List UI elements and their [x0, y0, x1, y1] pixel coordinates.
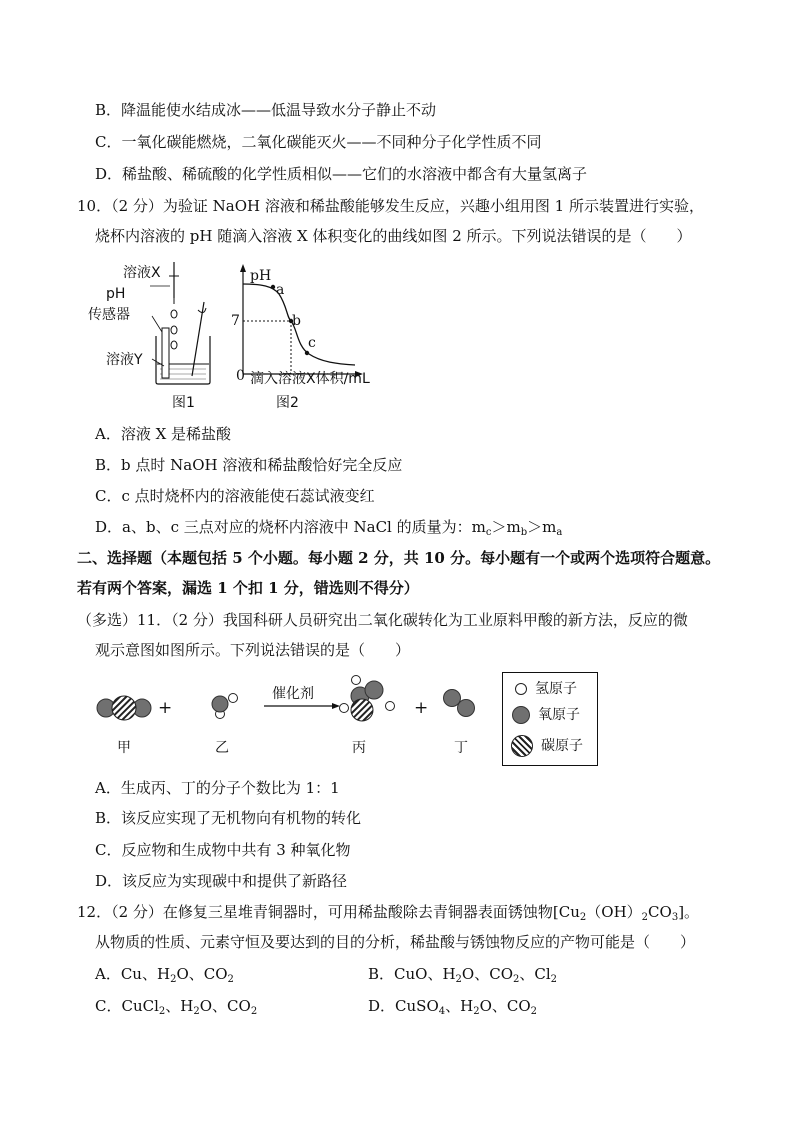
q11-option-d: D．该反应为实现碳中和提供了新路径	[95, 872, 348, 890]
q12-b-s3: 2	[550, 974, 558, 985]
q11-option-a: A．生成丙、丁的分子个数比为 1：1	[95, 779, 340, 797]
section2-header-line1: 二、选择题（本题包括 5 个小题。每小题 2 分，共 10 分。每小题有一个或两个选项符合题意。	[77, 549, 721, 567]
q12-stem-line1	[77, 902, 699, 922]
q12-d-p3: O、CO	[479, 997, 531, 1015]
q12-c-p1: C．CuCl	[95, 997, 159, 1015]
legend-carbon	[511, 735, 583, 755]
fig2-ph7-label: 7	[231, 313, 240, 329]
legend-oxygen-label: 氧原子	[538, 707, 580, 723]
q11-stem-line2: 观示意图如图所示。下列说法错误的是（ ）	[95, 641, 411, 659]
q12-d-p1: D．CuSO	[368, 997, 439, 1015]
q12-option-c	[95, 996, 257, 1016]
q12-stem-b: （OH）	[586, 903, 642, 921]
q12-a-p1: A．Cu、H	[95, 965, 171, 983]
plus-sign-left: +	[158, 698, 173, 718]
section2-header-line2: 若有两个答案，漏选 1 个扣 1 分，错选则不得分）	[77, 579, 419, 597]
point-c	[305, 351, 309, 355]
oxygen-atom-icon	[512, 706, 530, 724]
atom-legend	[502, 672, 598, 766]
q12-c-p3: O、CO	[199, 997, 251, 1015]
q12-d-s2: 2	[473, 1006, 480, 1017]
q10-d-gt2: ＞m	[527, 518, 557, 536]
label-jia: 甲	[117, 740, 131, 756]
q12-d-s3: 2	[530, 1006, 538, 1017]
hydrogen-atom-icon	[515, 683, 527, 695]
q10-d-sub-a: a	[556, 527, 563, 538]
q10-option-b: B．b 点时 NaOH 溶液和稀盐酸恰好完全反应	[95, 456, 403, 474]
q12-b-s2: 2	[513, 974, 520, 985]
q12-option-b	[368, 964, 557, 984]
q9-option-d: D．稀盐酸、稀硫酸的化学性质相似——它们的水溶液中都含有大量氢离子	[95, 165, 588, 183]
fig1-label-solution-y: 溶液Y	[106, 352, 143, 368]
q10-option-c: C．c 点时烧杯内的溶液能使石蕊试液变红	[95, 487, 375, 505]
plus-sign-right: +	[414, 698, 429, 718]
q12-stem-a: 12．（2 分）在修复三星堆青铜器时，可用稀盐酸除去青铜器表面锈蚀物[Cu	[77, 903, 580, 921]
legend-oxygen	[511, 705, 580, 725]
q10-stem-line2: 烧杯内溶液的 pH 随滴入溶液 X 体积变化的曲线如图 2 所示。下列说法错误的是（ ）	[95, 227, 692, 245]
fig2-ylabel: pH	[250, 268, 272, 284]
q9-option-c: C．一氧化碳能燃烧，二氧化碳能灭火——不同种分子化学性质不同	[95, 133, 542, 151]
legend-hydrogen	[511, 679, 577, 699]
q12-c-p2: 、H	[165, 997, 194, 1015]
q12-a-s1: 2	[170, 974, 177, 985]
q12-option-a	[95, 964, 234, 984]
fig2-caption: 图2	[276, 395, 299, 411]
q10-d-sub-b: b	[520, 527, 528, 538]
molecule-jia-co2	[97, 696, 151, 720]
q12-b-p1: B．CuO、H	[368, 965, 456, 983]
molecule-ding-o2	[444, 690, 475, 717]
q11-stem-line1: （多选）11．（2 分）我国科研人员研究出二氧化碳转化为工业原料甲酸的新方法，反应的微	[77, 611, 688, 629]
molecule-bing-hcooh	[340, 676, 395, 722]
fig1-label-ph: pH	[106, 286, 126, 302]
q10-option-a: A．溶液 X 是稀盐酸	[95, 425, 232, 443]
q10-figure1-apparatus	[100, 258, 225, 413]
q12-c-s3: 2	[250, 1006, 258, 1017]
fig2-origin-label: 0	[236, 368, 245, 384]
q12-stem-d: ]。	[678, 903, 700, 921]
q12-d-p2: 、H	[445, 997, 474, 1015]
q12-a-s2: 2	[227, 974, 234, 985]
fig2-point-c-label: c	[308, 335, 316, 351]
q12-d-s1: 4	[438, 1006, 446, 1017]
q9-option-b: B．降温能使水结成冰——低温导致水分子静止不动	[95, 101, 437, 119]
catalyst-label: 催化剂	[272, 686, 314, 702]
carbon-atom-icon	[511, 735, 533, 757]
q12-c-s2: 2	[193, 1006, 200, 1017]
point-a	[271, 285, 275, 289]
label-ding: 丁	[454, 740, 468, 756]
legend-carbon-label: 碳原子	[541, 738, 583, 754]
legend-hydrogen-label: 氢原子	[535, 681, 577, 697]
q10-d-sub-c: c	[485, 527, 492, 538]
q12-c-s1: 2	[158, 1006, 166, 1017]
molecule-yi-h2o	[212, 694, 238, 719]
q12-stem-c: CO	[648, 903, 672, 921]
q10-d-prefix: D．a、b、c 三点对应的烧杯内溶液中 NaCl 的质量为：m	[95, 518, 486, 536]
fig2-point-a-label: a	[276, 282, 285, 298]
q12-sub-co3: 3	[671, 912, 679, 923]
fig1-label-sensor: 传感器	[88, 307, 130, 323]
q12-b-p3: 、Cl	[519, 965, 551, 983]
q12-stem-line2: 从物质的性质、元素守恒及要达到的目的分析，稀盐酸与锈蚀物反应的产物可能是（ ）	[95, 933, 696, 951]
q10-option-d	[95, 517, 562, 537]
q12-sub-cu: 2	[579, 912, 587, 923]
fig1-caption: 图1	[172, 395, 195, 411]
q11-option-b: B．该反应实现了无机物向有机物的转化	[95, 809, 362, 827]
fig2-point-b-label: b	[292, 313, 301, 329]
q12-b-s1: 2	[455, 974, 462, 985]
label-bing: 丙	[352, 740, 366, 756]
q12-b-p2: O、CO	[461, 965, 513, 983]
q12-sub-oh: 2	[641, 912, 649, 923]
q11-option-c: C．反应物和生成物中共有 3 种氧化物	[95, 841, 351, 859]
q12-a-p2: O、CO	[176, 965, 228, 983]
q12-option-d	[368, 996, 537, 1016]
fig1-label-solution-x: 溶液X	[123, 265, 161, 281]
q10-d-gt1: ＞m	[491, 518, 521, 536]
q10-stem-line1: 10．（2 分）为验证 NaOH 溶液和稀盐酸能够发生反应，兴趣小组用图 1 所示装置进行实验，	[77, 197, 704, 215]
fig2-xlabel: 滴入溶液X体积/mL	[250, 371, 370, 387]
label-yi: 乙	[215, 740, 229, 756]
